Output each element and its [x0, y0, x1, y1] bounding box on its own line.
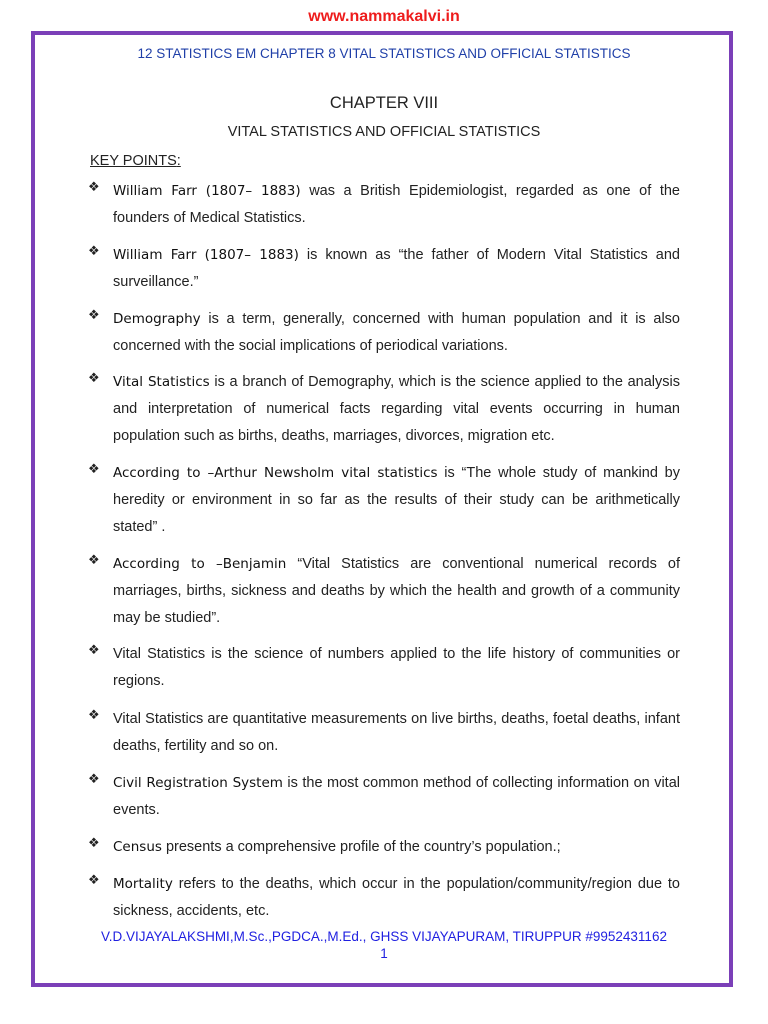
page-header: 12 STATISTICS EM CHAPTER 8 VITAL STATISTICS AND OFFICIAL STATISTICS [137, 46, 631, 61]
key-point-text: is “The whole study of mankind by heredity or environment in so far as the results of their study can be arithmetically stated” . [113, 465, 680, 535]
key-points-colon: : [176, 153, 181, 169]
key-point-item [88, 306, 680, 360]
key-point-text: “Vital Statistics are conventional numerical records of marriages, births, sickness and deaths by which the health and growth of a community may be studied”. [113, 556, 680, 626]
key-point-text: is known as “the father of Modern Vital Statistics and surveillance.” [113, 247, 680, 290]
key-term: William Farr (1807– 1883) [113, 247, 299, 263]
key-term: Census [113, 839, 162, 855]
diamond-bullet-icon: ❖ [88, 642, 100, 657]
key-point-item [88, 242, 680, 296]
key-term: Demography [113, 311, 201, 327]
key-point-text: is a branch of Demography, which is the science applied to the analysis and interpretation of numerical facts regarding vital events occurring in human population such as births, deaths, marriages, divorces, migration etc. [113, 374, 680, 444]
diamond-bullet-icon: ❖ [88, 771, 100, 786]
key-point-text: Vital Statistics is the science of numbers applied to the life history of communities or regions. [113, 646, 680, 689]
key-point-text: is the most common method of collecting information on vital events. [113, 775, 680, 818]
key-point-item [88, 641, 680, 695]
chapter-title: CHAPTER VIII [329, 94, 439, 112]
key-point-text: is a term, generally, concerned with human population and it is also concerned with the social implications of periodical variations. [113, 311, 680, 354]
key-points-heading [90, 153, 181, 169]
diamond-bullet-icon: ❖ [88, 179, 100, 194]
key-point-item [88, 551, 680, 632]
key-term: According to –Benjamin [113, 556, 287, 572]
key-point-text: presents a comprehensive profile of the country’s population.; [161, 839, 561, 855]
chapter-subtitle: VITAL STATISTICS AND OFFICIAL STATISTICS [227, 124, 541, 140]
key-term: Mortality [113, 876, 173, 892]
diamond-bullet-icon: ❖ [88, 707, 100, 722]
page-footer: V.D.VIJAYALAKSHMI,M.Sc.,PGDCA.,M.Ed., GHSS VIJAYAPURAM, TIRUPPUR #9952431162 [101, 929, 667, 944]
key-point-text: refers to the deaths, which occur in the population/community/region due to sickness, accidents, etc. [113, 876, 680, 919]
key-point-item [88, 178, 680, 232]
diamond-bullet-icon: ❖ [88, 552, 100, 567]
page-number: 1 [380, 946, 388, 961]
diamond-bullet-icon: ❖ [88, 835, 100, 850]
diamond-bullet-icon: ❖ [88, 370, 100, 385]
key-term: Civil Registration System [113, 775, 283, 791]
key-point-item [88, 871, 680, 925]
diamond-bullet-icon: ❖ [88, 307, 100, 322]
key-point-item [88, 770, 680, 824]
diamond-bullet-icon: ❖ [88, 461, 100, 476]
key-point-item [88, 460, 680, 541]
key-term: According to –Arthur Newsholm vital statistics [113, 465, 438, 481]
key-point-item [88, 834, 680, 861]
diamond-bullet-icon: ❖ [88, 872, 100, 887]
diamond-bullet-icon: ❖ [88, 243, 100, 258]
key-point-text: Vital Statistics are quantitative measurements on live births, deaths, foetal deaths, infant deaths, fertility and so on. [113, 711, 680, 754]
site-url-link[interactable]: www.nammakalvi.in [308, 8, 460, 25]
key-term: Vital Statistics [113, 374, 210, 390]
key-term: William Farr (1807– 1883) [113, 183, 301, 199]
key-point-item [88, 369, 680, 450]
key-point-item [88, 706, 680, 760]
key-points-label: KEY POINTS [90, 153, 177, 169]
key-point-text: was a British Epidemiologist, regarded as one of the founders of Medical Statistics. [113, 183, 680, 226]
